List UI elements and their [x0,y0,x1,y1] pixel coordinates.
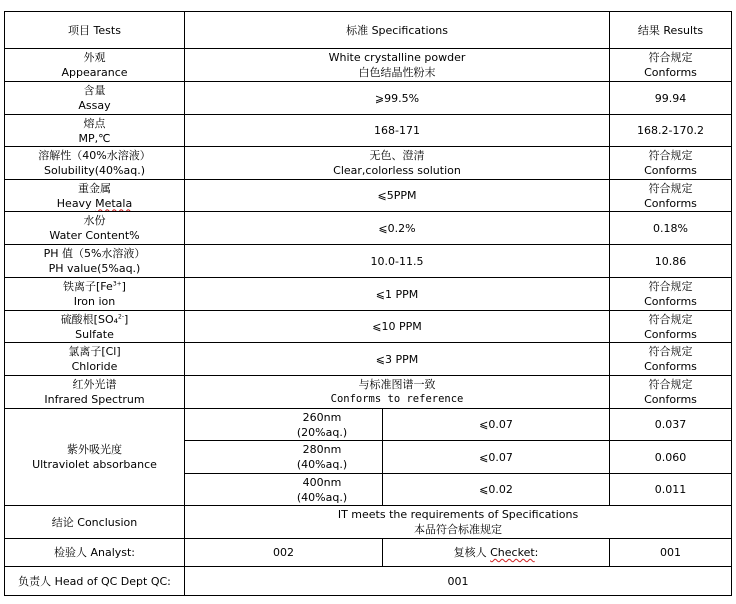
test-name: 铁离子$[Fe^{3+}]$ Iron ion [5,278,185,311]
test-name: 重金属 Heavy Metala [5,180,185,212]
header-tests: 项目 Tests [5,12,185,49]
test-name: 含量 Assay [5,82,185,115]
result-value: 符合规定 Conforms [610,147,732,180]
result-value: 符合规定 Conforms [610,180,732,212]
uv-result: 0.011 [610,474,732,506]
result-value: 符合规定 Conforms [610,311,732,343]
conclusion-label: 结论 Conclusion [5,506,185,539]
row-appearance [5,49,732,82]
row-assay [5,82,732,115]
uv-result: 0.037 [610,409,732,441]
test-name: 氯离子[Cl] Chloride [5,343,185,376]
spec-value: 无色、澄清 Clear,colorless solution [185,147,610,180]
spec-value: ⩽10 PPM [185,311,610,343]
spec-value: ⩽5PPM [185,180,610,212]
row-sulfate [5,311,732,343]
row-melting-point [5,115,732,147]
checker-value: 001 [610,539,732,567]
uv-wavelength: 280nm (40%aq.) [185,441,383,474]
conclusion-text: IT meets the requirements of Specifications 本品符合标准规定 [185,506,732,539]
row-water-content [5,212,732,245]
spec-value: White crystalline powder 白色结晶性粉末 [185,49,610,82]
misspelled-word: Metala [95,196,133,210]
row-ph [5,245,732,278]
result-value: 符合规定 Conforms [610,49,732,82]
row-head-qc [5,567,732,596]
test-name-uv: 紫外吸光度 Ultraviolet absorbance [5,409,185,506]
header-specifications: 标准 Specifications [185,12,610,49]
test-name: 熔点 MP,℃ [5,115,185,147]
spec-value: 10.0-11.5 [185,245,610,278]
result-value: 符合规定 Conforms [610,343,732,376]
uv-wavelength: 260nm (20%aq.) [185,409,383,441]
analyst-label: 检验人 Analyst: [5,539,185,567]
row-heavy-metals [5,180,732,212]
spec-value: ⩽3 PPM [185,343,610,376]
uv-result: 0.060 [610,441,732,474]
analyst-value: 002 [185,539,383,567]
uv-limit: ⩽0.07 [383,441,610,474]
row-chloride [5,343,732,376]
spec-table [4,11,732,596]
heavy-metals-english: Heavy [56,196,92,210]
result-value: 99.94 [610,82,732,115]
test-name: 外观 Appearance [5,49,185,82]
spec-value: ⩽1 PPM [185,278,610,311]
uv-limit: ⩽0.02 [383,474,610,506]
spec-value: 与标准图谱一致 Conforms to reference [185,376,610,409]
row-infrared [5,376,732,409]
header-results: 结果 Results [610,12,732,49]
head-qc-label: 负责人 Head of QC Dept QC: [5,567,185,596]
test-name: 溶解性（40%水溶液） Solubility(40%aq.) [5,147,185,180]
spec-value: ⩾99.5% [185,82,610,115]
row-signatures [5,539,732,567]
test-name: PH 值（5%水溶液） PH value(5%aq.) [5,245,185,278]
row-solubility [5,147,732,180]
row-uv-260 [5,409,732,441]
uv-wavelength: 400nm (40%aq.) [185,474,383,506]
uv-limit: ⩽0.07 [383,409,610,441]
test-name: 硫酸根[SO₄$^{2-}$] Sulfate [5,311,185,343]
result-value: 符合规定 Conforms [610,278,732,311]
result-value: 10.86 [610,245,732,278]
row-iron-ion [5,278,732,311]
result-value: 0.18% [610,212,732,245]
spec-value: 168-171 [185,115,610,147]
spec-value: ⩽0.2% [185,212,610,245]
header-row [5,12,732,49]
test-name: 红外光谱 Infrared Spectrum [5,376,185,409]
misspelled-word: Checket [490,546,535,559]
checker-label: 复核人 Checket: [383,539,610,567]
row-conclusion [5,506,732,539]
result-value: 168.2-170.2 [610,115,732,147]
result-value: 符合规定 Conforms [610,376,732,409]
head-qc-value: 001 [185,567,732,596]
test-name: 水份 Water Content% [5,212,185,245]
